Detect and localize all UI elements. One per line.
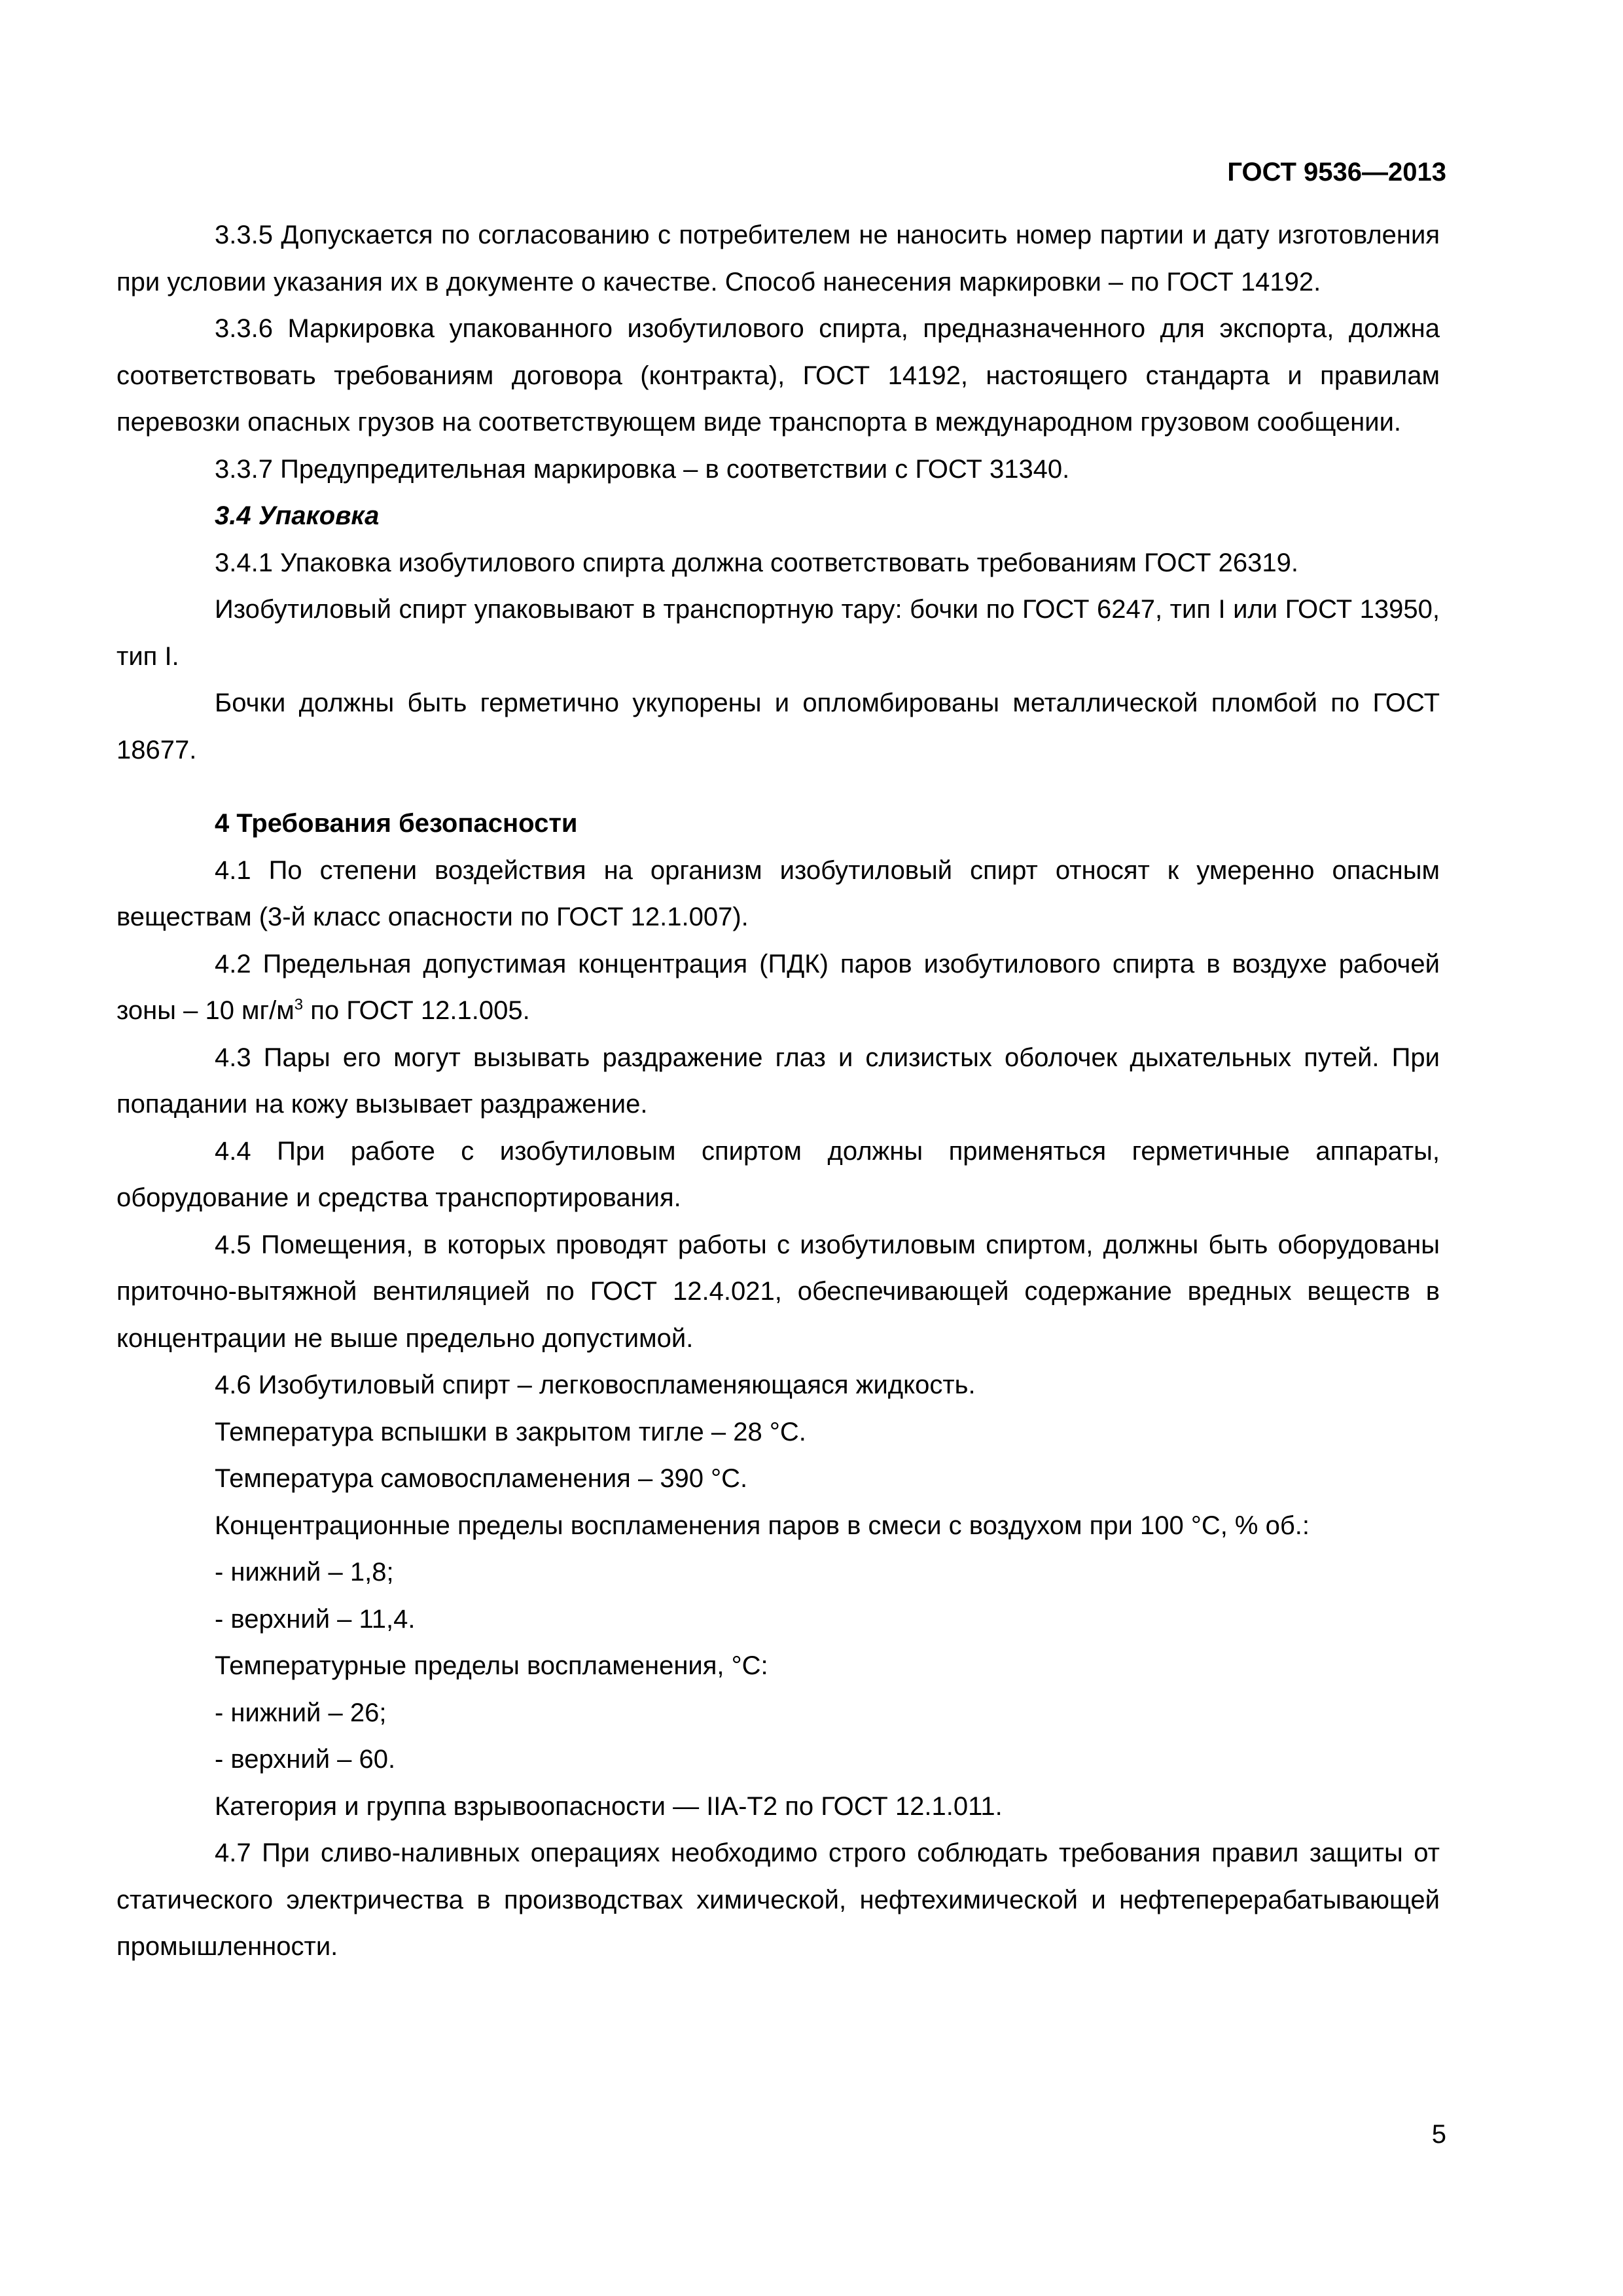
paragraph-3-4-1-packaging: Изобутиловый спирт упаковывают в транспортную тару: бочки по ГОСТ 6247, тип I или ГОСТ 13950, тип I.: [116, 595, 1440, 671]
paragraph-3-4-1-barrels: Бочки должны быть герметично укупорены и опломбированы металлической пломбой по ГОСТ 18677.: [116, 689, 1440, 764]
concentration-upper-item: - верхний – 11,4.: [215, 1604, 416, 1634]
section-heading-4: 4 Требования безопасности: [215, 809, 578, 838]
paragraph-4-5: 4.5 Помещения, в которых проводят работы с изобутиловым спиртом, должны быть оборудованы приточно-вытяжной вентиляцией по ГОСТ 12.4.021, обеспечивающей содержание вредных веществ в концентрации не выше предельно допустимой.: [116, 1230, 1440, 1353]
superscript-cubic: 3: [294, 996, 304, 1014]
paragraph-4-6: 4.6 Изобутиловый спирт – легковоспламеняющаяся жидкость.: [215, 1371, 976, 1399]
autoignition-line: Температура самовоспламенения – 390 °С.: [215, 1464, 748, 1493]
paragraph-3-3-5: 3.3.5 Допускается по согласованию с потребителем не наносить номер партии и дату изготовления при условии указания их в документе о качестве. Способ нанесения маркировки – по ГОСТ 14192.: [116, 221, 1440, 296]
paragraph-4-1: 4.1 По степени воздействия на организм изобутиловый спирт относят к умеренно опасным веществам (3-й класс опасности по ГОСТ 12.1.007).: [116, 855, 1440, 931]
document-body: [116, 212, 1440, 1971]
concentration-lower-item: - нижний – 1,8;: [215, 1558, 394, 1587]
paragraph-4-3: 4.3 Пары его могут вызывать раздражение глаз и слизистых оболочек дыхательных путей. При попадании на кожу вызывает раздражение.: [116, 1043, 1440, 1119]
paragraph-4-2: [116, 941, 1440, 1035]
paragraph-4-2-text: 4.2 Предельная допустимая концентрация (ПДК) паров изобутилового спирта в воздухе рабочей зоны – 10 мг/м: [116, 949, 1440, 1025]
paragraph-4-2-reference: по ГОСТ 12.1.005.: [303, 996, 530, 1025]
temperature-lower-item: - нижний – 26;: [215, 1698, 387, 1727]
subsection-heading-3-4: 3.4 Упаковка: [215, 501, 380, 530]
temperature-upper-item: - верхний – 60.: [215, 1745, 396, 1774]
temperature-limits-line: Температурные пределы воспламенения, °С:: [215, 1651, 768, 1680]
paragraph-3-4-1: 3.4.1 Упаковка изобутилового спирта должна соответствовать требованиям ГОСТ 26319.: [215, 548, 1298, 577]
concentration-limits-line: Концентрационные пределы воспламенения паров в смеси с воздухом при 100 °С, % об.:: [215, 1511, 1310, 1540]
standard-code-header: ГОСТ 9536—2013: [1227, 158, 1446, 187]
explosion-category-line: Категория и группа взрывоопасности — IIA-Т2 по ГОСТ 12.1.011.: [215, 1791, 1003, 1821]
flash-point-line: Температура вспышки в закрытом тигле – 28 °С.: [215, 1417, 806, 1446]
paragraph-3-3-6: 3.3.6 Маркировка упакованного изобутилового спирта, предназначенного для экспорта, должна соответствовать требованиям договора (контракта), ГОСТ 14192, настоящего стандарта и правилам перевозки опасных грузов на соответствующем виде транспорта в международном грузовом сообщении.: [116, 314, 1440, 437]
page-number: 5: [1431, 2120, 1446, 2149]
paragraph-3-3-7: 3.3.7 Предупредительная маркировка – в соответствии с ГОСТ 31340.: [215, 454, 1070, 484]
paragraph-4-7: 4.7 При сливо-наливных операциях необходимо строго соблюдать требования правил защиты от статического электричества в производствах химической, нефтехимической и нефтеперерабатывающей промышленности.: [116, 1839, 1440, 1961]
paragraph-4-4: 4.4 При работе с изобутиловым спиртом должны применяться герметичные аппараты, оборудование и средства транспортирования.: [116, 1136, 1440, 1212]
